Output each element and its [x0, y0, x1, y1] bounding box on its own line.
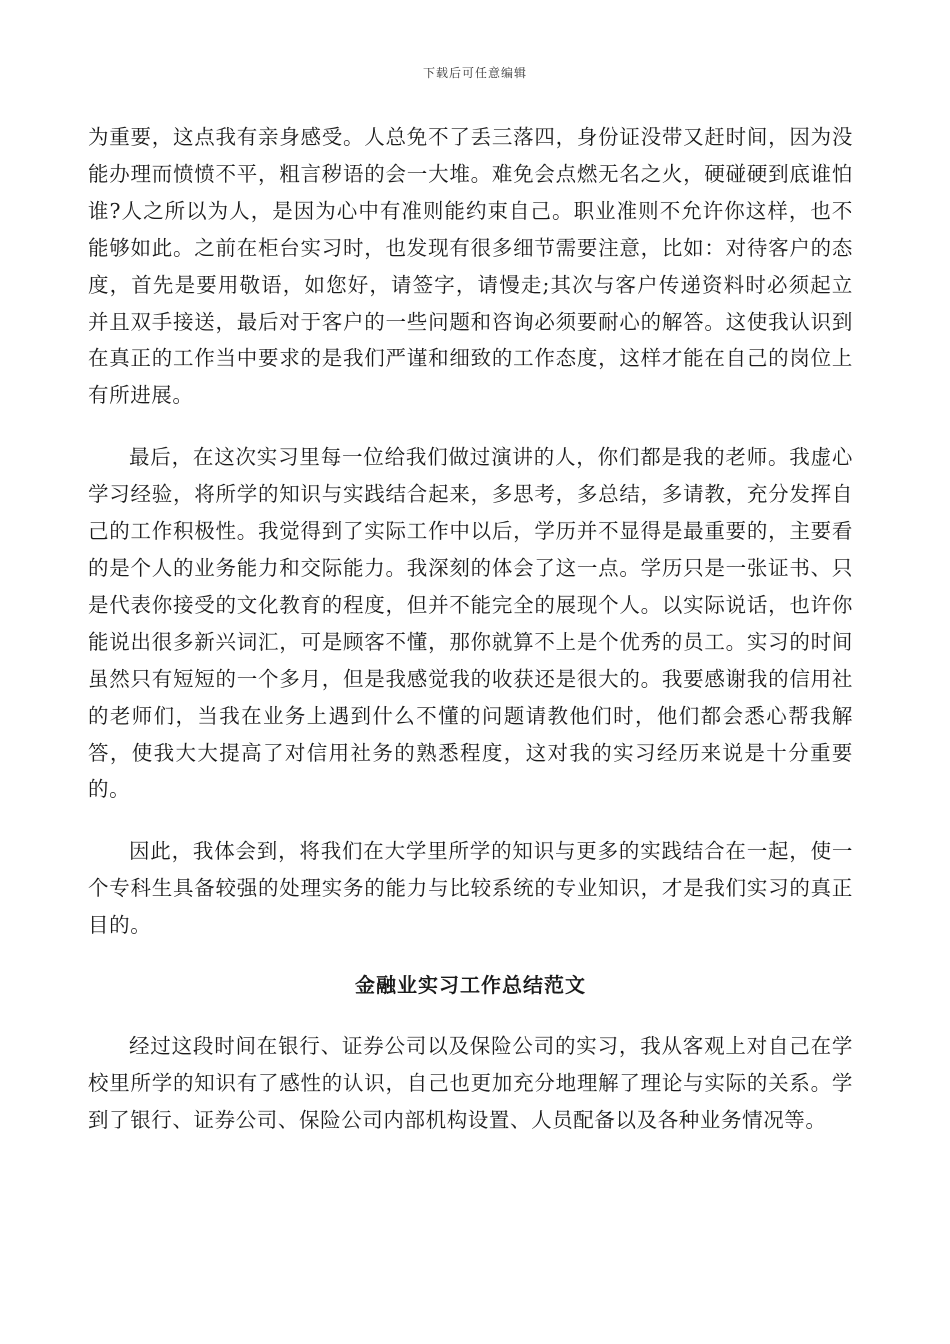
page-header: 下载后可任意编辑 [422, 66, 527, 80]
section-paragraph: 经过这段时间在银行、证券公司以及保险公司的实习，我从客观上对自己在学校里所学的知识有了感性的认识，自己也更加充分地理解了理论与实际的关系。学到了银行、证券公司、保险公司内部机构设置、人员配备以及各种业务情况等。 [88, 1034, 853, 1132]
paragraph-teachers: 最后，在这次实习里每一位给我们做过演讲的人，你们都是我的老师。我虚心学习经验，将所学的知识与实践结合起来，多思考，多总结，多请教，充分发挥自己的工作积极性。我觉得到了实际工作中以后，学历并不显得是最重要的，主要看的是个人的业务能力和交际能力。我深刻的体会了这一点。学历只是一张证书、只是代表你接受的文化教育的程度，但并不能完全的展现个人。以实际说话，也许你能说出很多新兴词汇，可是顾客不懂，那你就算不上是个优秀的员工。实习的时间虽然只有短短的一个多月，但是我感觉我的收获还是很大的。我要感谢我的信用社的老师们，当我在业务上遇到什么不懂的问题请教他们时，他们都会悉心帮我解答，使我大大提高了对信用社务的熟悉程度，这对我的实习经历来说是十分重要的。 [88, 445, 853, 802]
paragraph-continuation: 为重要，这点我有亲身感受。人总免不了丢三落四，身份证没带又赶时间，因为没能办理而愤愤不平，粗言秽语的会一大堆。难免会点燃无名之火，硬碰硬到底谁怕谁?人之所以为人，是因为心中有准则能约束自己。职业准则不允许你这样，也不能够如此。之前在柜台实习时，也发现有很多细节需要注意，比如：对待客户的态度，首先是要用敬语，如您好，请签字，请慢走;其次与客户传递资料时必须起立并且双手接送，最后对于客户的一些问题和咨询必须要耐心的解答。这使我认识到在真正的工作当中要求的是我们严谨和细致的工作态度，这样才能在自己的岗位上有所进展。 [88, 125, 853, 408]
paragraph-conclusion: 因此，我体会到，将我们在大学里所学的知识与更多的实践结合在一起，使一个专科生具备较强的处理实务的能力与比较系统的专业知识，才是我们实习的真正目的。 [88, 839, 853, 938]
section-title: 金融业实习工作总结范文 [355, 973, 586, 998]
document-body [88, 119, 853, 1139]
